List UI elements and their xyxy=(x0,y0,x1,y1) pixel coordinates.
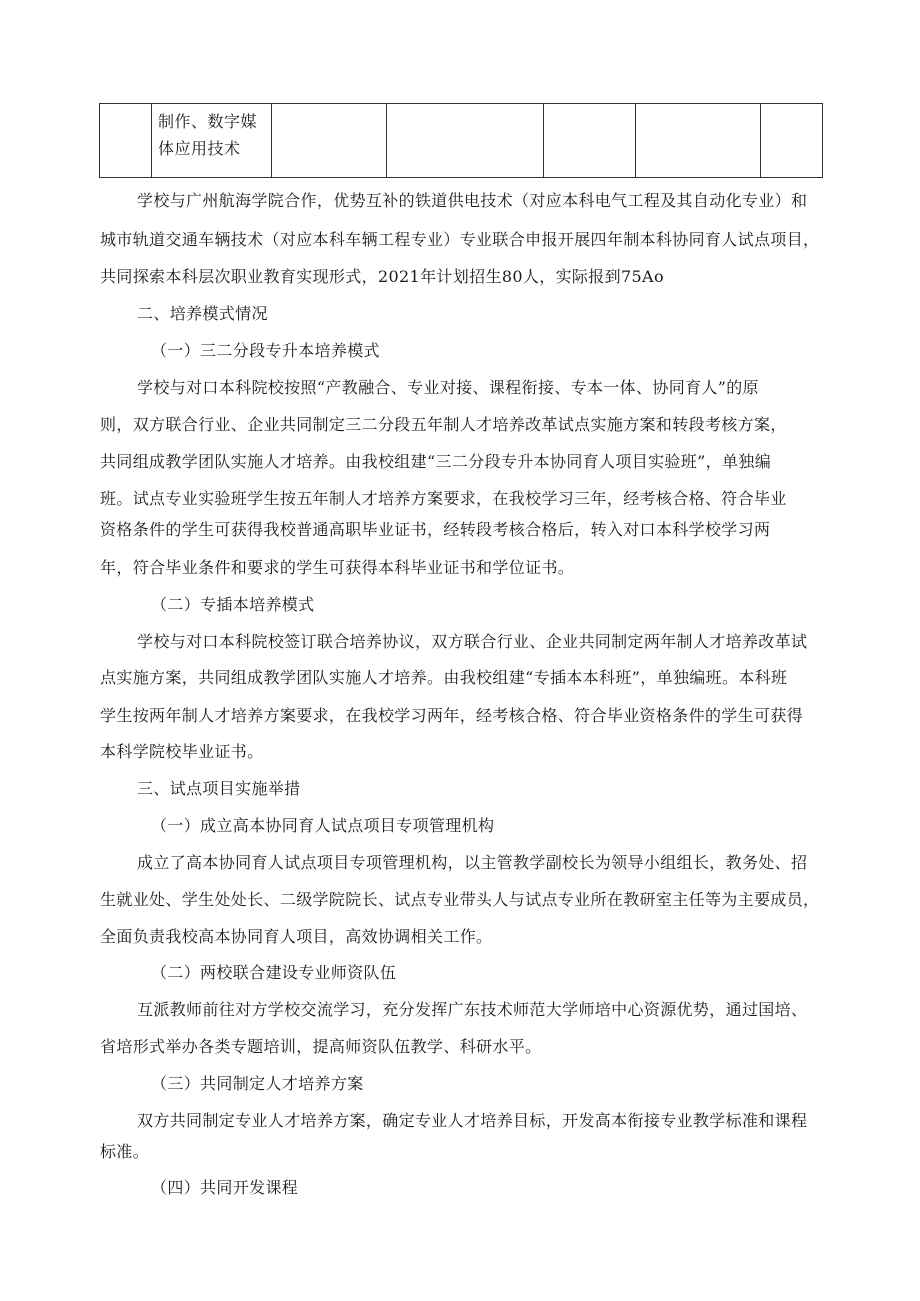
paragraph-curriculum-plan-line: 标准。 xyxy=(100,1142,150,1161)
table-cell xyxy=(761,104,823,178)
paragraph-upgrade-line: 学生按两年制人才培养方案要求，在我校学习两年，经考核合格、符合毕业资格条件的学生可获得 xyxy=(100,706,804,725)
paragraph-cooperation-line: 城市轨道交通车辆技术（对应本科车辆工程专业）专业联合申报开展四年制本科协同育人试点项目， xyxy=(100,230,820,249)
subheading-curriculum-plan: （三）共同制定人才培养方案 xyxy=(151,1074,364,1093)
paragraph-three-two-line: 则，双方联合行业、企业共同制定三二分段五年制人才培养改革试点实施方案和转段考核方案， xyxy=(100,415,787,434)
table-cell xyxy=(636,104,761,178)
subheading-course-development: （四）共同开发课程 xyxy=(151,1178,299,1197)
table-cell xyxy=(100,104,152,178)
table-cell xyxy=(387,104,544,178)
paragraph-cooperation-line: 共同探索本科层次职业教育实现形式，2021年计划招生80人，实际报到75Ao xyxy=(100,267,664,286)
paragraph-curriculum-plan-line: 双方共同制定专业人才培养方案，确定专业人才培养目标，开发高本衔接专业教学标准和课程 xyxy=(137,1111,808,1130)
subheading-three-two: （一）三二分段专升本培养模式 xyxy=(151,341,380,360)
subheading-faculty: （二）两校联合建设专业师资队伍 xyxy=(151,963,397,982)
paragraph-three-two-line: 学校与对口本科院校按照“产教融合、专业对接、课程衔接、专本一体、协同育人”的原 xyxy=(137,378,760,397)
table-row xyxy=(100,104,823,178)
paragraph-three-two-line: 班。试点专业实验班学生按五年制人才培养方案要求，在我校学习三年，经考核合格、符合毕业 xyxy=(100,489,787,508)
paragraph-cooperation-line: 学校与广州航海学院合作，优势互补的铁道供电技术（对应本科电气工程及其自动化专业）和 xyxy=(137,191,808,210)
paragraph-management-line: 全面负责我校高本协同育人项目，高效协调相关工作。 xyxy=(100,927,493,946)
paragraph-management-line: 生就业处、学生处处长、二级学院院长、试点专业带头人与试点专业所在教研室主任等为主要成员， xyxy=(100,890,820,909)
table-cell xyxy=(272,104,387,178)
continuation-table xyxy=(99,103,823,178)
paragraph-upgrade-line: 学校与对口本科院校签订联合培养协议，双方联合行业、企业共同制定两年制人才培养改革试 xyxy=(137,632,808,651)
paragraph-three-two-line: 资格条件的学生可获得我校普通高职毕业证书，经转段考核合格后，转入对口本科学校学习两 xyxy=(100,520,771,539)
section-heading-training-modes: 二、培养模式情况 xyxy=(137,304,268,323)
paragraph-faculty-line: 省培形式举办各类专题培训，提高师资队伍教学、科研水平。 xyxy=(100,1037,542,1056)
paragraph-faculty-line: 互派教师前往对方学校交流学习，充分发挥广东技术师范大学师培中心资源优势，通过国培、 xyxy=(137,1000,808,1019)
paragraph-three-two-line: 共同组成教学团队实施人才培养。由我校组建“三二分段专升本协同育人项目实验班”，单独编 xyxy=(100,452,772,471)
paragraph-three-two-line: 年，符合毕业条件和要求的学生可获得本科毕业证书和学位证书。 xyxy=(100,558,575,577)
subheading-upgrade: （二）专插本培养模式 xyxy=(151,595,315,614)
table-cell-major-name: 制作、数字媒 体应用技术 xyxy=(152,104,272,178)
paragraph-upgrade-line: 本科学院校毕业证书。 xyxy=(100,742,264,761)
paragraph-upgrade-line: 点实施方案，共同组成教学团队实施人才培养。由我校组建“专插本本科班”，单独编班。本科班 xyxy=(100,668,788,687)
subheading-management: （一）成立高本协同育人试点项目专项管理机构 xyxy=(151,816,495,835)
paragraph-management-line: 成立了高本协同育人试点项目专项管理机构，以主管教学副校长为领导小组组长，教务处、招 xyxy=(137,853,808,872)
table-cell xyxy=(544,104,636,178)
section-heading-measures: 三、试点项目实施举措 xyxy=(137,779,301,798)
